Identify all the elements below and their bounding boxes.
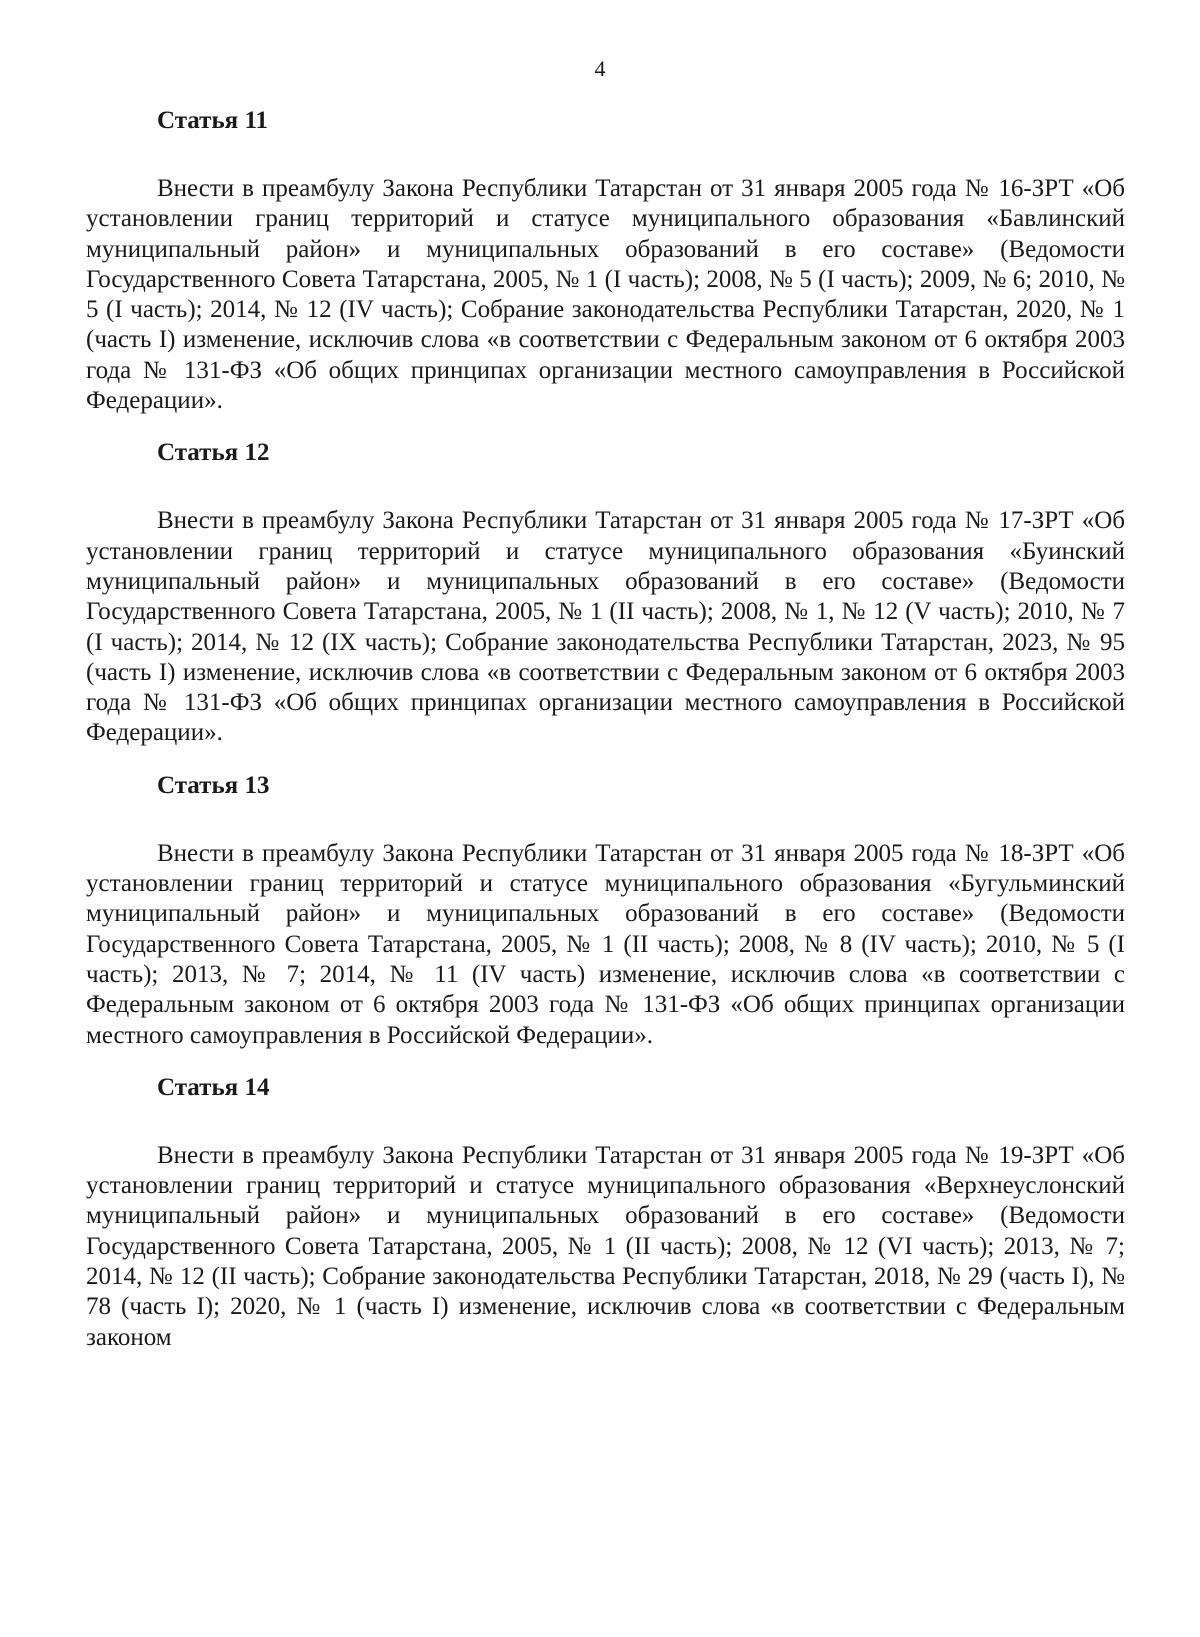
article-11: [86, 106, 1125, 416]
article-12: [86, 438, 1125, 748]
article-text: Внести в преамбулу Закона Республики Татарстан от 31 января 2005 года № 19-ЗРТ «Об установлении границ территорий и статусе муниципального образования «Верхнеуслонский муниципальный район» и муниципальных образований в его составе» (Ведомости Государственного Совета Татарстана, 2005, № 1 (II часть); 2008, № 12 (VI часть); 2013, № 7; 2014, № 12 (II часть); Собрание законодательства Республики Татарстан, 2018, № 29 (часть I), № 78 (часть I); 2020, № 1 (часть I) изменение, исключив слова «в соответствии с Федеральным законом: [86, 1141, 1125, 1351]
article-text: Внести в преамбулу Закона Республики Татарстан от 31 января 2005 года № 17-ЗРТ «Об установлении границ территорий и статусе муниципального образования «Буинский муниципальный район» и муниципальных образований в его составе» (Ведомости Государственного Совета Татарстана, 2005, № 1 (II часть); 2008, № 1, № 12 (V часть); 2010, № 7 (I часть); 2014, № 12 (IX часть); Собрание законодательства Республики Татарстан, 2023, № 95 (часть I) изменение, исключив слова «в соответствии с Федеральным законом от 6 октября 2003 года № 131-ФЗ «Об общих принципах организации местного самоуправления в Российской Федерации».: [86, 507, 1125, 747]
document-body: [86, 106, 1125, 1375]
article-13: [86, 771, 1125, 1051]
article-14: [86, 1073, 1125, 1353]
page-number: 4: [594, 56, 606, 81]
article-heading: Статья 12: [157, 439, 270, 467]
article-heading: Статья 13: [157, 771, 270, 799]
article-text: Внести в преамбулу Закона Республики Татарстан от 31 января 2005 года № 18-ЗРТ «Об установлении границ территорий и статусе муниципального образования «Бугульминский муниципальный район» и муниципальных образований в его составе» (Ведомости Государственного Совета Татарстана, 2005, № 1 (II часть); 2008, № 8 (IV часть); 2010, № 5 (I часть); 2013, № 7; 2014, № 11 (IV часть) изменение, исключив слова «в соответствии с Федеральным законом от 6 октября 2003 года № 131-ФЗ «Об общих принципах организации местного самоуправления в Российской Федерации».: [86, 839, 1125, 1049]
article-text: Внести в преамбулу Закона Республики Татарстан от 31 января 2005 года № 16-ЗРТ «Об установлении границ территорий и статусе муниципального образования «Бавлинский муниципальный район» и муниципальных образований в его составе» (Ведомости Государственного Совета Татарстана, 2005, № 1 (I часть); 2008, № 5 (I часть); 2009, № 6; 2010, № 5 (I часть); 2014, № 12 (IV часть); Собрание законодательства Республики Татарстан, 2020, № 1 (часть I) изменение, исключив слова «в соответствии с Федеральным законом от 6 октября 2003 года № 131-ФЗ «Об общих принципах организации местного самоуправления в Российской Федерации».: [86, 175, 1125, 415]
article-heading: Статья 11: [157, 107, 269, 134]
article-heading: Статья 14: [157, 1073, 270, 1101]
